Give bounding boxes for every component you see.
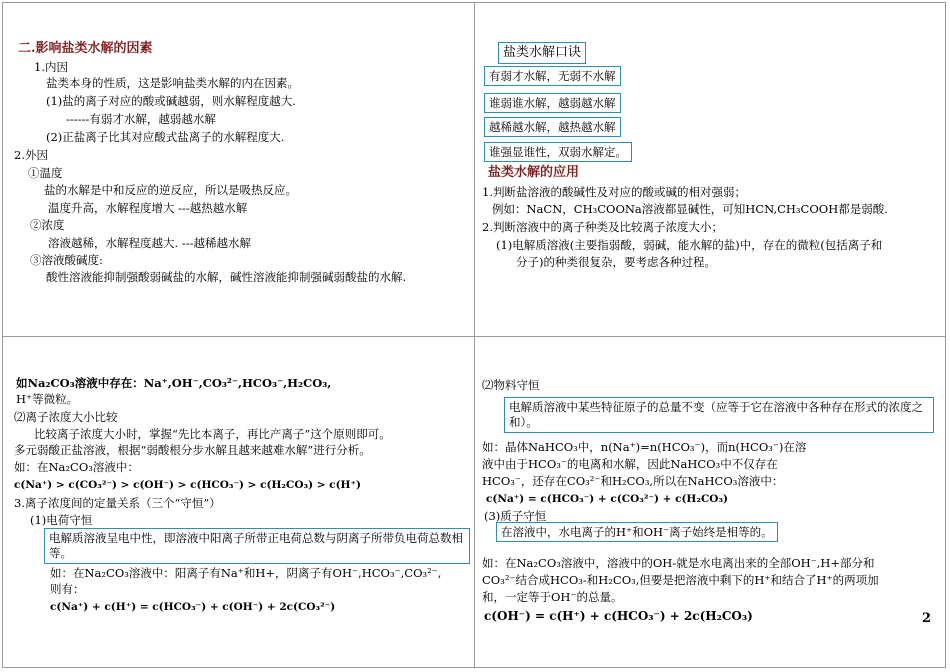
text-line: (1)电解质溶液(主要指弱酸，弱碱，能水解的盐)中，存在的微粒(包括离子和 <box>496 238 883 252</box>
text-line: 如：在Na₂CO₃溶液中：阳离子有Na⁺和H+，阴离子有OH⁻,HCO₃⁻,CO₃²⁻, <box>50 566 442 580</box>
text-line: 如：在Na₂CO₃溶液中，溶液中的OH-就是水电离出来的全部OH⁻,H+部分和 <box>482 556 875 570</box>
mnemonic-title-box: 盐类水解口诀 <box>498 42 586 64</box>
text-line: 分子)的种类很复杂，要考虑各种过程。 <box>516 255 716 269</box>
material-conservation-box: 电解质溶液中某些特征原子的总量不变（应等于它在溶液中各种存在形式的浓度之和）。 <box>504 397 934 433</box>
text-line: 3.离子浓度间的定量关系（三个“守恒”） <box>14 496 221 510</box>
text-line: 和，一定等于OH⁻的总量。 <box>482 590 623 604</box>
text-line: 温度升高，水解程度增大 ---越热越水解 <box>48 201 248 215</box>
page-number: 2 <box>922 611 932 626</box>
text-line: ⑵物料守恒 <box>482 378 540 392</box>
heading-factors: 二.影响盐类水解的因素 <box>18 41 153 56</box>
text-line: 多元弱酸正盐溶液，根据“弱酸根分步水解且越来越难水解”进行分析。 <box>14 443 371 457</box>
text-line: (3)质子守恒 <box>484 509 547 523</box>
text-line: (2)正盐离子比其对应酸式盐离子的水解程度大. <box>46 130 285 144</box>
text-line: 如：晶体NaHCO₃中，n(Na⁺)=n(HCO₃⁻)，而n(HCO₃⁻)在溶 <box>482 440 807 454</box>
text-line: CO₃²⁻结合成HCO₃-和H₂CO₃,但要是把溶液中剩下的H⁺和结合了H⁺的两项加 <box>482 573 879 587</box>
charge-conservation-box: 电解质溶液呈电中性，即溶液中阳离子所带正电荷总数与阴离子所带负电荷总数相等。 <box>44 528 470 564</box>
proton-balance-formula: c(OH⁻) = c(H⁺) + c(HCO₃⁻) + 2c(H₂CO₃) <box>484 609 753 623</box>
text-line: 2.外因 <box>14 148 48 162</box>
text-line: ------有弱才水解，越弱越水解 <box>66 112 216 126</box>
material-balance-formula: c(Na⁺) = c(HCO₃⁻) + c(CO₃²⁻) + c(H₂CO₃) <box>486 493 729 505</box>
mnemonic-rule-3: 越稀越水解，越热越水解 <box>484 117 621 137</box>
text-line: ①温度 <box>28 166 63 180</box>
inequality-formula: c(Na⁺) > c(CO₃²⁻) > c(OH⁻) > c(HCO₃⁻) > c(H₂CO₃) > c(H⁺) <box>14 479 361 491</box>
text-line: 酸性溶液能抑制强酸弱碱盐的水解，碱性溶液能抑制强碱弱酸盐的水解. <box>46 270 407 284</box>
text-line: 盐类本身的性质，这是影响盐类水解的内在因素。 <box>46 76 299 90</box>
text-line: 如：在Na₂CO₃溶液中： <box>14 460 139 474</box>
text-line: 则有： <box>50 582 85 596</box>
text-line: 例如：NaCN，CH₃COONa溶液都显碱性，可知HCN,CH₃COOH都是弱酸. <box>492 202 888 216</box>
text-line: 2.判断溶液中的离子种类及比较离子浓度大小； <box>482 220 723 234</box>
text-line: HCO₃⁻，还存在CO₃²⁻和H₂CO₃,所以在NaHCO₃溶液中： <box>482 474 784 488</box>
text-line: (1)电荷守恒 <box>30 513 93 527</box>
text-line: 如Na₂CO₃溶液中存在：Na⁺,OH⁻,CO₃²⁻,HCO₃⁻,H₂CO₃, <box>16 376 332 390</box>
mnemonic-rule-2: 谁弱谁水解，越弱越水解 <box>484 93 621 113</box>
text-line: 盐的水解是中和反应的逆反应，所以是吸热反应。 <box>44 183 297 197</box>
mnemonic-rule-1: 有弱才水解，无弱不水解 <box>484 66 621 86</box>
mnemonic-rule-4: 谁强显谁性，双弱水解定。 <box>484 142 632 162</box>
text-line: 液中由于HCO₃⁻的电离和水解，因此NaHCO₃中不仅存在 <box>482 457 778 471</box>
text-line: H⁺等微粒。 <box>16 392 79 406</box>
horizontal-divider <box>2 336 946 337</box>
text-line: (1)盐的离子对应的酸或碱越弱，则水解程度越大. <box>46 94 296 108</box>
proton-conservation-box: 在溶液中，水电离子的H⁺和OH⁻离子始终是相等的。 <box>496 522 778 542</box>
text-line: ②浓度 <box>30 218 65 232</box>
charge-balance-formula: c(Na⁺) + c(H⁺) = c(HCO₃⁻) + c(OH⁻) + 2c(CO₃²⁻) <box>50 601 336 613</box>
vertical-divider <box>474 2 475 668</box>
text-line: 1.内因 <box>34 60 68 74</box>
text-line: ⑵离子浓度大小比较 <box>14 410 118 424</box>
heading-applications: 盐类水解的应用 <box>488 165 580 180</box>
text-line: 溶液越稀，水解程度越大. ---越稀越水解 <box>48 236 251 250</box>
text-line: 1.判断盐溶液的酸碱性及对应的酸或碱的相对强弱； <box>482 185 746 199</box>
text-line: ③溶液酸碱度: <box>30 253 103 267</box>
text-line: 比较离子浓度大小时，掌握“先比本离子，再比产离子”这个原则即可。 <box>34 427 391 441</box>
